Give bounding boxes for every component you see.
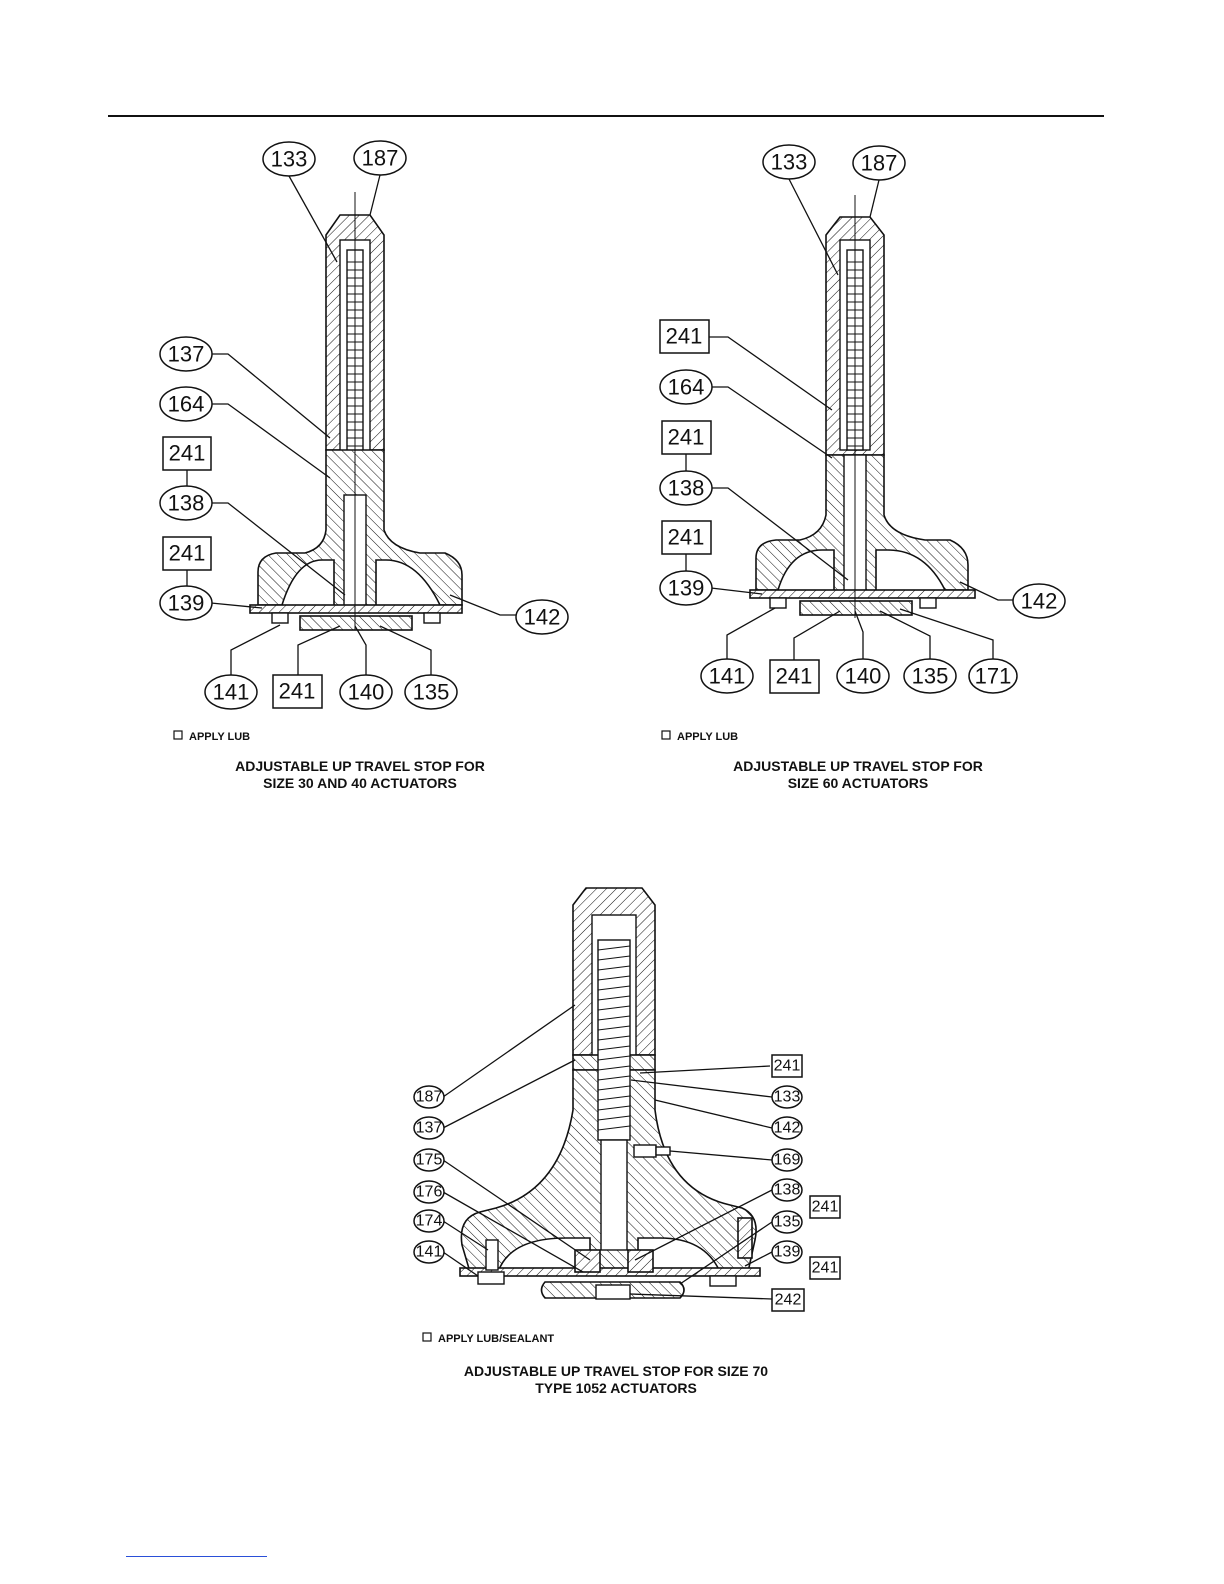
callout-241-c [662, 521, 711, 554]
callout-187 [414, 1086, 444, 1108]
callout-171 [969, 659, 1017, 693]
callout-164 [160, 387, 212, 421]
svg-text:133: 133 [773, 1088, 801, 1106]
svg-text:135: 135 [412, 679, 450, 705]
callout-142 [772, 1117, 802, 1139]
svg-text:142: 142 [1020, 588, 1058, 614]
caption-size-30-40 [190, 758, 530, 792]
svg-text:241: 241 [775, 663, 813, 689]
caption-size-70 [416, 1363, 816, 1397]
caption-line-2: SIZE 60 ACTUATORS [787, 775, 929, 791]
callout-164 [660, 370, 712, 404]
callout-135 [904, 659, 956, 693]
callout-135 [772, 1211, 802, 1233]
flange-plate [750, 590, 975, 598]
side-plug [738, 1218, 752, 1258]
svg-text:APPLY LUB: APPLY LUB [677, 731, 739, 743]
flange-plate [460, 1268, 760, 1276]
svg-text:174: 174 [415, 1212, 443, 1230]
caption-line-2: TYPE 1052 ACTUATORS [535, 1380, 697, 1396]
callout-133 [763, 145, 815, 179]
svg-text:135: 135 [773, 1213, 801, 1231]
svg-text:137: 137 [415, 1119, 443, 1137]
legend-square-icon [423, 1333, 431, 1341]
callout-241-b [810, 1196, 840, 1218]
callout-241-b [163, 537, 211, 570]
svg-text:241: 241 [811, 1198, 839, 1216]
svg-text:141: 141 [212, 679, 250, 705]
caption-line-1: ADJUSTABLE UP TRAVEL STOP FOR SIZE 70 [463, 1363, 769, 1379]
svg-text:241: 241 [665, 323, 703, 349]
svg-text:169: 169 [773, 1151, 801, 1169]
callout-137 [414, 1117, 444, 1139]
svg-text:133: 133 [270, 146, 308, 172]
callout-138 [772, 1179, 802, 1201]
caption-line-1: ADJUSTABLE UP TRAVEL STOP FOR [733, 758, 983, 774]
callout-241-c [273, 675, 322, 708]
callout-241-b [662, 421, 711, 454]
cap-screw-head-2 [920, 598, 936, 608]
svg-text:138: 138 [773, 1181, 801, 1199]
callout-242 [772, 1289, 804, 1311]
stop-assembly-drawing [460, 888, 760, 1299]
callout-133 [772, 1086, 802, 1108]
callout-139 [772, 1241, 802, 1263]
svg-text:138: 138 [167, 490, 205, 516]
svg-text:133: 133 [770, 149, 808, 175]
svg-text:187: 187 [361, 145, 399, 171]
svg-text:139: 139 [773, 1243, 801, 1261]
diagram-size-30-40 [160, 141, 568, 743]
seal-retainer [575, 1250, 600, 1272]
cap-screw-141 [478, 1272, 504, 1284]
svg-text:176: 176 [415, 1183, 443, 1201]
caption-line-1: ADJUSTABLE UP TRAVEL STOP FOR [235, 758, 485, 774]
callout-241-a [660, 320, 709, 353]
callout-133 [263, 142, 315, 176]
svg-text:164: 164 [667, 374, 705, 400]
diagram-size-70 [414, 888, 840, 1345]
callout-141 [701, 659, 753, 693]
grease-fitting [634, 1145, 656, 1157]
svg-text:241: 241 [278, 678, 316, 704]
callout-142 [516, 600, 568, 634]
legend-apply-lub [662, 731, 738, 743]
svg-text:139: 139 [167, 590, 205, 616]
callout-142 [1013, 584, 1065, 618]
legend-apply-lub-sealant [423, 1333, 554, 1345]
callout-241-d [770, 660, 819, 693]
callout-140 [837, 659, 889, 693]
svg-text:APPLY LUB: APPLY LUB [189, 731, 251, 743]
svg-text:164: 164 [167, 391, 205, 417]
svg-text:142: 142 [773, 1119, 801, 1137]
svg-text:187: 187 [860, 150, 898, 176]
legend-square-icon [662, 731, 670, 739]
caption-line-2: SIZE 30 AND 40 ACTUATORS [263, 775, 457, 791]
svg-text:135: 135 [911, 663, 949, 689]
callout-174 [414, 1210, 444, 1232]
stop-assembly-drawing [750, 195, 975, 618]
callout-135 [405, 675, 457, 709]
callout-241-c [810, 1257, 840, 1279]
grease-fitting-tip [656, 1147, 670, 1155]
cap-screw-242 [596, 1285, 630, 1299]
legend-square-icon [174, 731, 182, 739]
caption-size-60 [688, 758, 1028, 792]
callout-176 [414, 1181, 444, 1203]
svg-text:141: 141 [415, 1243, 443, 1261]
footer-rule [126, 1556, 267, 1557]
svg-text:171: 171 [974, 663, 1012, 689]
callout-141 [205, 675, 257, 709]
svg-text:241: 241 [811, 1259, 839, 1277]
callout-241-a [772, 1055, 802, 1077]
stop-assembly-drawing [250, 192, 462, 630]
callout-187 [354, 141, 406, 175]
svg-text:241: 241 [773, 1057, 801, 1075]
cap-screw-head [272, 613, 288, 623]
svg-text:142: 142 [523, 604, 561, 630]
stem-shank [601, 1140, 627, 1250]
callout-241-a [163, 437, 211, 470]
svg-text:140: 140 [347, 679, 385, 705]
svg-text:141: 141 [708, 663, 746, 689]
svg-text:241: 241 [168, 540, 206, 566]
callout-139 [660, 571, 712, 605]
svg-text:137: 137 [167, 341, 205, 367]
legend-apply-lub [174, 731, 250, 743]
callout-138 [160, 486, 212, 520]
cap-screw-right [710, 1276, 736, 1286]
callout-187 [853, 146, 905, 180]
fitting-174 [486, 1240, 498, 1270]
callout-141 [414, 1241, 444, 1263]
svg-text:175: 175 [415, 1151, 443, 1169]
cap-screw-head [770, 598, 786, 608]
callout-169 [772, 1149, 802, 1171]
svg-text:242: 242 [774, 1291, 802, 1309]
svg-text:140: 140 [844, 663, 882, 689]
svg-text:187: 187 [415, 1088, 443, 1106]
flange-plate [250, 605, 462, 613]
callout-138 [660, 471, 712, 505]
svg-text:241: 241 [168, 440, 206, 466]
svg-text:138: 138 [667, 475, 705, 501]
callout-137 [160, 337, 212, 371]
diagram-size-60 [660, 145, 1065, 743]
callout-175 [414, 1149, 444, 1171]
svg-text:APPLY LUB/SEALANT: APPLY LUB/SEALANT [438, 1333, 555, 1345]
callout-139 [160, 586, 212, 620]
callout-140 [340, 675, 392, 709]
svg-text:139: 139 [667, 575, 705, 601]
threaded-stem [598, 940, 630, 1140]
svg-text:241: 241 [667, 424, 705, 450]
svg-text:241: 241 [667, 524, 705, 550]
cap-screw-head-2 [424, 613, 440, 623]
